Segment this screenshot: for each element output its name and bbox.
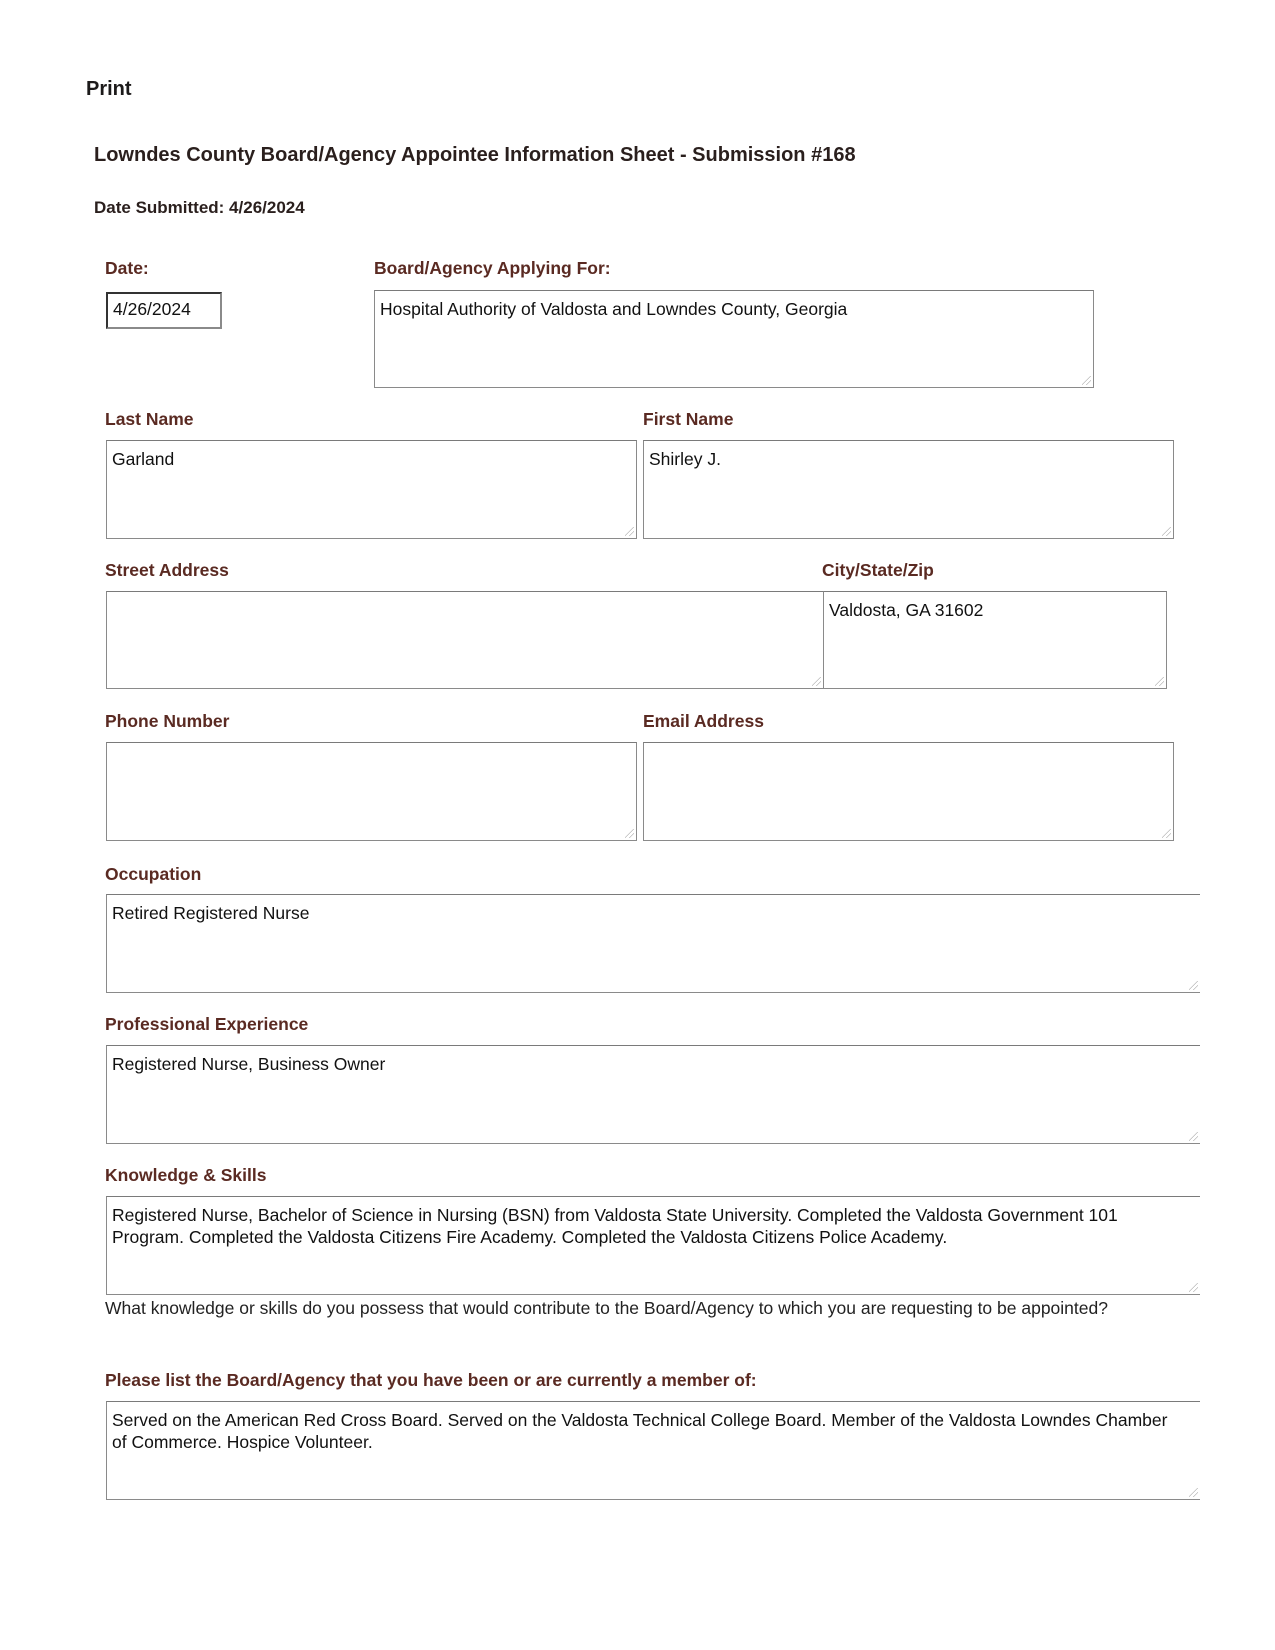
professional-experience-label: Professional Experience xyxy=(105,1014,309,1034)
resize-grip-icon[interactable] xyxy=(625,527,634,536)
professional-experience-field[interactable] xyxy=(106,1045,1200,1144)
occupation-label: Occupation xyxy=(105,864,202,884)
first-name-label: First Name xyxy=(643,409,734,429)
city-state-zip-label: City/State/Zip xyxy=(822,560,934,580)
resize-grip-icon[interactable] xyxy=(1189,1132,1198,1141)
resize-grip-icon[interactable] xyxy=(1082,376,1091,385)
phone-number-label: Phone Number xyxy=(105,711,230,731)
professional-experience-value: Registered Nurse, Business Owner xyxy=(112,1054,386,1074)
resize-grip-icon[interactable] xyxy=(1162,527,1171,536)
memberships-value: Served on the American Red Cross Board. Served on the Valdosta Technical College Board. Member of the Valdosta Lowndes Chamber of Commerce. Hospice Volunteer. xyxy=(112,1410,1168,1452)
knowledge-skills-field[interactable] xyxy=(106,1196,1200,1295)
resize-grip-icon[interactable] xyxy=(1162,829,1171,838)
resize-grip-icon[interactable] xyxy=(1189,1283,1198,1292)
memberships-field[interactable] xyxy=(106,1401,1200,1500)
date-field[interactable]: 4/26/2024 xyxy=(106,292,222,329)
date-label: Date: xyxy=(105,258,149,278)
knowledge-skills-label: Knowledge & Skills xyxy=(105,1165,267,1185)
resize-grip-icon[interactable] xyxy=(1155,677,1164,686)
city-state-zip-field[interactable] xyxy=(823,591,1167,689)
last-name-label: Last Name xyxy=(105,409,194,429)
date-submitted: Date Submitted: 4/26/2024 xyxy=(94,198,305,217)
knowledge-skills-helper: What knowledge or skills do you possess that would contribute to the Board/Agency to which you are requesting to be appointed? xyxy=(105,1298,1108,1318)
knowledge-skills-value: Registered Nurse, Bachelor of Science in Nursing (BSN) from Valdosta State University. Completed the Valdosta Government 101 Program. Completed the Valdosta Citizens Fire Academy. Completed the Valdosta Citizens Police Academy. xyxy=(112,1205,1118,1247)
occupation-field[interactable] xyxy=(106,894,1200,993)
city-state-zip-value: Valdosta, GA 31602 xyxy=(829,600,984,620)
email-address-field[interactable] xyxy=(643,742,1174,841)
phone-number-field[interactable] xyxy=(106,742,637,841)
resize-grip-icon[interactable] xyxy=(1189,981,1198,990)
resize-grip-icon[interactable] xyxy=(1189,1488,1198,1497)
memberships-label: Please list the Board/Agency that you have been or are currently a member of: xyxy=(105,1370,757,1390)
first-name-value: Shirley J. xyxy=(649,449,721,469)
page-title: Lowndes County Board/Agency Appointee Information Sheet - Submission #168 xyxy=(94,144,856,166)
email-address-label: Email Address xyxy=(643,711,764,731)
resize-grip-icon[interactable] xyxy=(812,677,821,686)
board-agency-field[interactable] xyxy=(374,290,1094,388)
street-address-label: Street Address xyxy=(105,560,229,580)
street-address-field[interactable] xyxy=(106,591,824,689)
last-name-value: Garland xyxy=(112,449,175,469)
board-agency-label: Board/Agency Applying For: xyxy=(374,258,611,278)
resize-grip-icon[interactable] xyxy=(625,829,634,838)
last-name-field[interactable] xyxy=(106,440,637,539)
first-name-field[interactable] xyxy=(643,440,1174,539)
occupation-value: Retired Registered Nurse xyxy=(112,903,310,923)
board-agency-value: Hospital Authority of Valdosta and Lowndes County, Georgia xyxy=(380,299,848,319)
print-link[interactable]: Print xyxy=(86,78,132,100)
